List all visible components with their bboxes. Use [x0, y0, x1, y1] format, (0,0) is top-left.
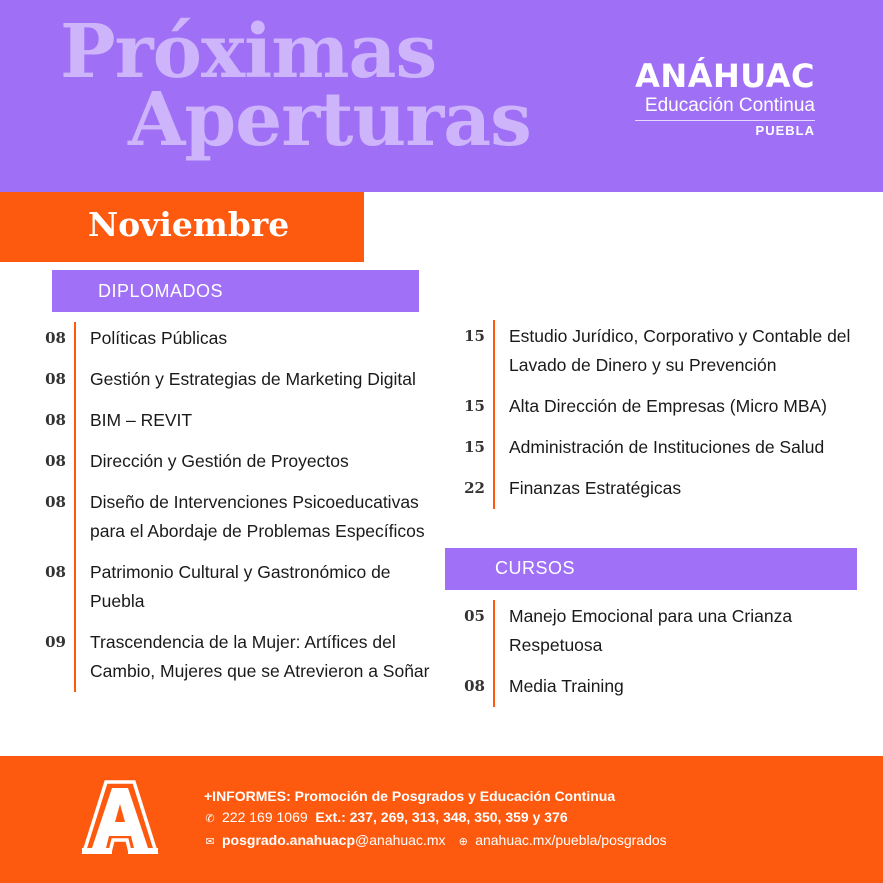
list-item	[30, 552, 445, 622]
info-title: +INFORMES: Promoción de Posgrados y Educación Continua	[204, 788, 616, 804]
month-banner: Noviembre	[0, 192, 364, 262]
item-name: BIM – REVIT	[74, 400, 445, 441]
item-name: Media Training	[493, 666, 865, 707]
email-domain[interactable]: @anahuac.mx	[355, 832, 446, 848]
item-day: 05	[464, 607, 485, 625]
title-line-2: Aperturas	[128, 77, 531, 163]
phone-extensions: Ext.: 237, 269, 313, 348, 350, 359 y 376	[315, 809, 568, 825]
list-item	[445, 386, 865, 427]
email-icon: ✉	[205, 836, 215, 848]
item-name: Estudio Jurídico, Corporativo y Contable del Lavado de Dinero y su Prevención	[493, 320, 865, 386]
list-item	[445, 600, 865, 666]
list-item	[445, 468, 865, 509]
list-item	[30, 482, 445, 552]
item-day: 08	[45, 563, 66, 581]
phone-number[interactable]: 222 169 1069	[222, 809, 308, 825]
item-day: 15	[464, 327, 485, 345]
brand-subtitle: Educación Continua	[635, 94, 815, 121]
diplomados-list-right	[445, 320, 865, 509]
item-name: Alta Dirección de Empresas (Micro MBA)	[493, 386, 865, 427]
item-day: 09	[45, 633, 66, 651]
header	[0, 0, 883, 192]
brand-city: PUEBLA	[755, 123, 815, 138]
website-link[interactable]: anahuac.mx/puebla/posgrados	[475, 832, 667, 848]
item-name: Administración de Instituciones de Salud	[493, 427, 865, 468]
item-day: 15	[464, 438, 485, 456]
list-item	[445, 427, 865, 468]
page-title	[60, 9, 531, 163]
item-name: Manejo Emocional para una Crianza Respetuosa	[493, 600, 865, 666]
list-item	[445, 666, 865, 707]
brand-name: ANÁHUAC	[635, 57, 815, 95]
item-day: 08	[45, 329, 66, 347]
item-day: 08	[464, 677, 485, 695]
cursos-header: CURSOS	[445, 548, 857, 590]
diplomados-header: DIPLOMADOS	[52, 270, 419, 312]
item-name: Patrimonio Cultural y Gastronómico de Puebla	[74, 552, 445, 622]
list-item	[30, 400, 445, 441]
diplomados-list-left	[30, 322, 445, 692]
email-user[interactable]: posgrado.anahuacp	[222, 832, 356, 848]
brand-block	[635, 58, 815, 141]
item-name: Gestión y Estrategias de Marketing Digital	[74, 359, 445, 400]
list-item	[30, 359, 445, 400]
item-name: Finanzas Estratégicas	[493, 468, 865, 509]
item-day: 08	[45, 493, 66, 511]
item-name: Trascendencia de la Mujer: Artífices del Cambio, Mujeres que se Atrevieron a Soñar	[74, 622, 445, 692]
footer	[0, 756, 883, 883]
list-item	[30, 441, 445, 482]
item-name: Diseño de Intervenciones Psicoeducativas para el Abordaje de Problemas Específicos	[74, 482, 445, 552]
item-day: 15	[464, 397, 485, 415]
phone-icon: ✆	[205, 813, 215, 825]
list-item	[445, 320, 865, 386]
item-day: 08	[45, 370, 66, 388]
anahuac-a-logo	[80, 778, 160, 858]
list-item	[30, 322, 445, 359]
contact-info	[204, 786, 667, 853]
item-day: 08	[45, 411, 66, 429]
item-name: Políticas Públicas	[74, 322, 445, 359]
title-line-1: Próximas	[60, 9, 437, 95]
list-item	[30, 622, 445, 692]
cursos-list	[445, 600, 865, 707]
item-day: 22	[464, 479, 485, 497]
item-name: Dirección y Gestión de Proyectos	[74, 441, 445, 482]
item-day: 08	[45, 452, 66, 470]
globe-icon: ⊕	[458, 836, 468, 848]
